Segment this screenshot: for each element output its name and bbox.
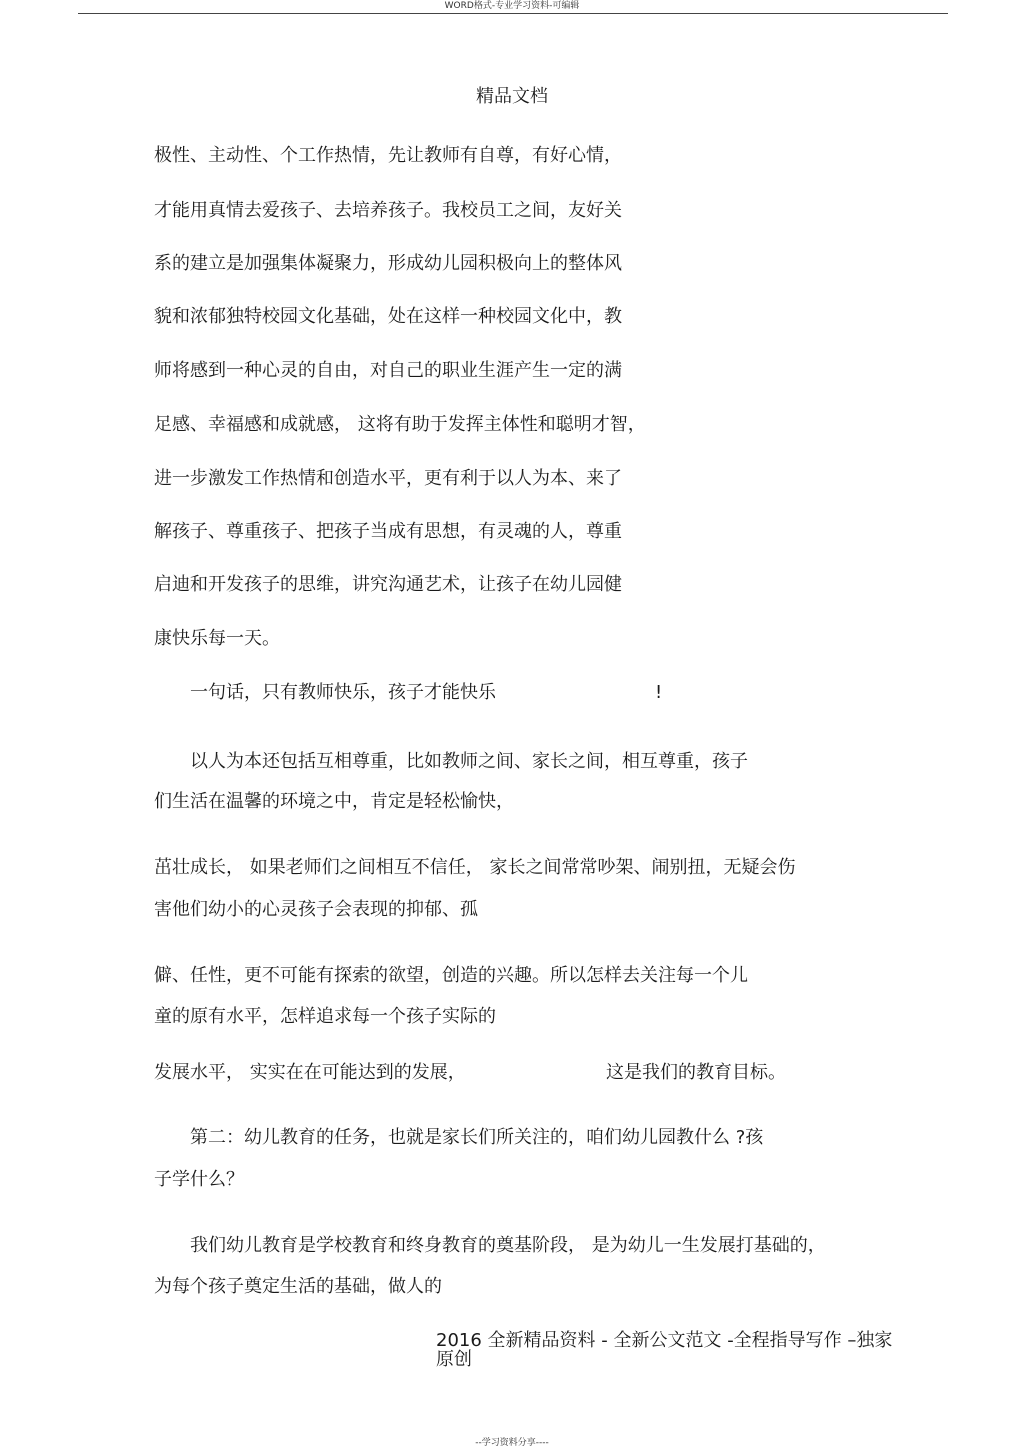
body-line: 进一步激发工作热情和创造水平，更有利于以人为本、来了 bbox=[154, 468, 622, 489]
document-title: 精品文档 bbox=[476, 86, 548, 107]
body-line: 貌和浓郁独特校园文化基础，处在这样一种校园文化中，教 bbox=[154, 306, 622, 327]
promo-note-line-1: 2016 全新精品资料 - 全新公文范文 -全程指导写作 –独家 bbox=[436, 1330, 893, 1351]
promo-note bbox=[436, 1331, 892, 1369]
body-line: 才能用真情去爱孩子、去培养孩子。我校员工之间，友好关 bbox=[154, 200, 622, 221]
promo-note-line-2: 原创 bbox=[436, 1349, 472, 1370]
header-divider bbox=[78, 13, 948, 14]
body-line-tail: 这是我们的教育目标。 bbox=[606, 1062, 786, 1083]
body-line: 为每个孩子奠定生活的基础，做人的 bbox=[154, 1276, 442, 1297]
body-line: 们生活在温馨的环境之中，肯定是轻松愉快， bbox=[154, 791, 514, 812]
body-line: 师将感到一种心灵的自由，对自己的职业生涯产生一定的满 bbox=[154, 360, 622, 381]
body-line: 解孩子、尊重孩子、把孩子当成有思想，有灵魂的人，尊重 bbox=[154, 521, 622, 542]
body-line: 极性、主动性、个工作热情，先让教师有自尊，有好心情， bbox=[154, 145, 622, 166]
body-line: 童的原有水平，怎样追求每一个孩子实际的 bbox=[154, 1006, 496, 1027]
body-line: 足感、幸福感和成就感， 这将有助于发挥主体性和聪明才智， bbox=[154, 414, 646, 435]
body-line: 茁壮成长， 如果老师们之间相互不信任， 家长之间常常吵架、闹别扭，无疑会伤 bbox=[154, 857, 796, 878]
page-header-text: WORD格式-专业学习资料-可编辑 bbox=[444, 1, 580, 11]
body-line: 僻、任性，更不可能有探索的欲望，创造的兴趣。所以怎样去关注每一个儿 bbox=[154, 965, 748, 986]
exclamation-mark: ! bbox=[655, 682, 663, 703]
paragraph-first-line: 第二：幼儿教育的任务，也就是家长们所关注的，咱们幼儿园教什么 ?孩 bbox=[190, 1127, 764, 1148]
page-footer-text: --学习资料分享---- bbox=[475, 1438, 549, 1448]
body-line: 发展水平， 实实在在可能达到的发展， bbox=[154, 1062, 466, 1083]
paragraph-first-line: 以人为本还包括互相尊重，比如教师之间、家长之间，相互尊重，孩子 bbox=[190, 751, 748, 772]
body-line: 系的建立是加强集体凝聚力，形成幼儿园积极向上的整体风 bbox=[154, 253, 622, 274]
paragraph-first-line: 我们幼儿教育是学校教育和终身教育的奠基阶段， 是为幼儿一生发展打基础的， bbox=[190, 1235, 826, 1256]
body-line: 害他们幼小的心灵孩子会表现的抑郁、孤 bbox=[154, 899, 478, 920]
body-line: 康快乐每一天。 bbox=[154, 628, 280, 649]
paragraph-first-line: 一句话，只有教师快乐，孩子才能快乐 bbox=[190, 682, 496, 703]
body-line: 子学什么？ bbox=[154, 1169, 244, 1190]
body-line: 启迪和开发孩子的思维，讲究沟通艺术，让孩子在幼儿园健 bbox=[154, 574, 622, 595]
